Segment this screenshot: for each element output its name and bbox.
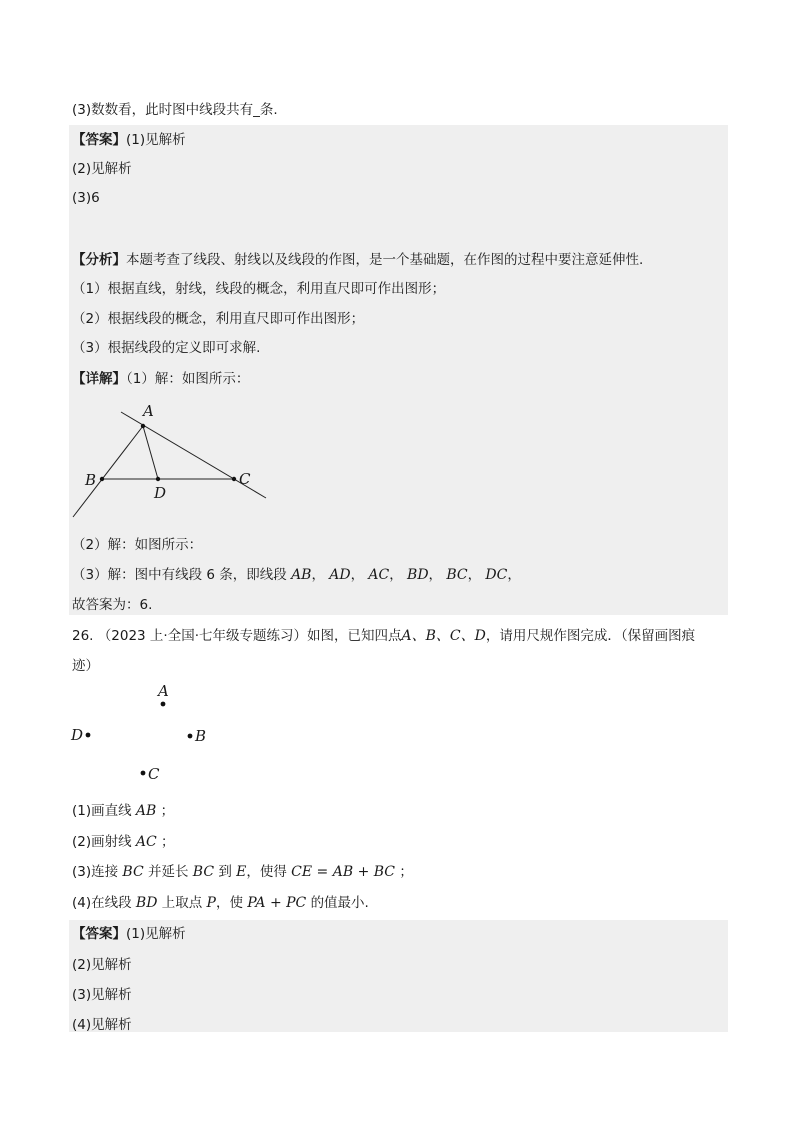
q25-answer-2: (2)见解析 (72, 161, 132, 177)
point-a (141, 424, 145, 428)
point-c (232, 477, 236, 481)
segment-ac: AC (368, 567, 390, 583)
q25-analysis (72, 250, 643, 270)
q26-task-1-suffix: ； (160, 803, 175, 819)
q25-answer-1: (1)见解析 (126, 132, 186, 148)
q26-label-d: D (71, 726, 84, 744)
segment-ad-text: AD (329, 567, 351, 583)
point-b (100, 477, 104, 481)
q25-analysis-2: （2）根据线段的概念，利用直尺即可作出图形； (72, 311, 365, 327)
point-d (156, 477, 160, 481)
q26-answer-4: (4)见解析 (72, 1017, 132, 1033)
q25-analysis-text: 本题考查了线段、射线以及线段的作图，是一个基础题，在作图的过程中要注意延伸性. (126, 252, 644, 268)
q26-task-3 (72, 862, 413, 882)
q26-point-d (86, 733, 91, 738)
q26-stem-prefix: 26. （2023 上·全国·七年级专题练习）如图，已知四点 (72, 628, 402, 644)
q25-triangle-figure (68, 400, 278, 522)
q26-stem-suffix: ，请用尺规作图完成．（保留画图痕 (485, 628, 696, 644)
q25-answer-line-1 (72, 130, 186, 150)
q26-point-c (141, 771, 146, 776)
q25-detail-2: （2）解：如图所示： (72, 537, 203, 553)
q26-task-2-prefix: (2)画射线 (72, 834, 132, 850)
q25-detail-1 (72, 369, 249, 389)
q25-analysis-1: （1）根据直线，射线，线段的概念，利用直尺即可作出图形； (72, 281, 446, 297)
q26-task-4-prefix: (4)在线段 (72, 895, 132, 911)
q25-answer-3: (3)6 (72, 190, 100, 206)
q26-task-3-math-1: BC (122, 864, 144, 880)
label-d: D (154, 484, 167, 502)
q26-label-b: B (195, 727, 207, 745)
q26-point-a (161, 702, 166, 707)
q26-task-4-mid-1: 上取点 (161, 895, 203, 911)
label-a: A (143, 402, 154, 420)
q26-task-1-prefix: (1)画直线 (72, 803, 132, 819)
q26-task-1 (72, 801, 174, 821)
q25-detail-3: （3）解：图中有线段 6 条，即线段 AB， AD， AC， BD， BC， DC， (72, 567, 521, 583)
q26-task-2-suffix: ； (161, 834, 175, 850)
q26-task-4-math-3: PA + PC (247, 895, 307, 911)
q26-stem-line-2: 迹） (72, 658, 99, 674)
line-ab (73, 426, 143, 517)
q25-detail-1-text: （1）解：如图所示： (126, 371, 250, 387)
q25-analysis-tag: 【分析】 (72, 252, 126, 268)
q26-task-3-math-4: CE = AB + BC (291, 864, 396, 880)
q26-task-3-prefix: (3)连接 (72, 864, 119, 880)
q26-task-4-math-2: P (206, 895, 216, 911)
q26-answer-tag: 【答案】 (72, 926, 126, 942)
q25-analysis-3: （3）根据线段的定义即可求解. (72, 340, 261, 356)
q26-points-figure (68, 680, 228, 790)
q26-task-2 (72, 832, 175, 852)
q26-task-3-suffix: ； (399, 864, 413, 880)
label-b: B (85, 471, 97, 489)
q26-label-a: A (158, 682, 169, 700)
q26-task-3-math-3: E (236, 864, 247, 880)
q25-answer-tag: 【答案】 (72, 132, 126, 148)
q26-answer-3: (3)见解析 (72, 987, 132, 1003)
segment-bd: BD (407, 567, 429, 583)
q26-task-4-mid-2: ，使 (215, 895, 243, 911)
q26-point-b (188, 734, 193, 739)
q25-final-answer: 故答案为：6. (72, 597, 153, 613)
q26-answer-1: (1)见解析 (126, 926, 186, 942)
q26-task-4 (72, 893, 369, 913)
q26-task-3-mid-2: 到 (218, 864, 232, 880)
segment-ab: AB (291, 567, 312, 583)
q26-label-c: C (148, 765, 160, 783)
q26-task-3-mid-3: ，使得 (246, 864, 287, 880)
q26-answer-line-1 (72, 924, 186, 944)
q26-stem-line-1 (72, 626, 695, 646)
q26-task-1-math: AB (135, 803, 157, 819)
q26-task-2-math: AC (135, 834, 157, 850)
q26-task-4-suffix: 的值最小. (310, 895, 369, 911)
label-c: C (239, 470, 251, 488)
q25-part3-question: (3)数数看，此时图中线段共有_条. (72, 102, 278, 118)
segment-dc: DC (485, 567, 508, 583)
q26-task-3-mid-1: 并延长 (147, 864, 189, 880)
q25-detail-tag: 【详解】 (72, 371, 126, 387)
q26-answer-2: (2)见解析 (72, 957, 132, 973)
segment-bc-text: BC (446, 567, 468, 583)
q25-detail-3-prefix: （3）解：图中有线段 6 条，即线段 (72, 567, 287, 583)
q26-task-3-math-2: BC (192, 864, 215, 880)
segment-ad (143, 426, 158, 479)
q26-stem-points: A、B、C、D (401, 628, 486, 644)
q26-task-4-math-1: BD (135, 895, 158, 911)
